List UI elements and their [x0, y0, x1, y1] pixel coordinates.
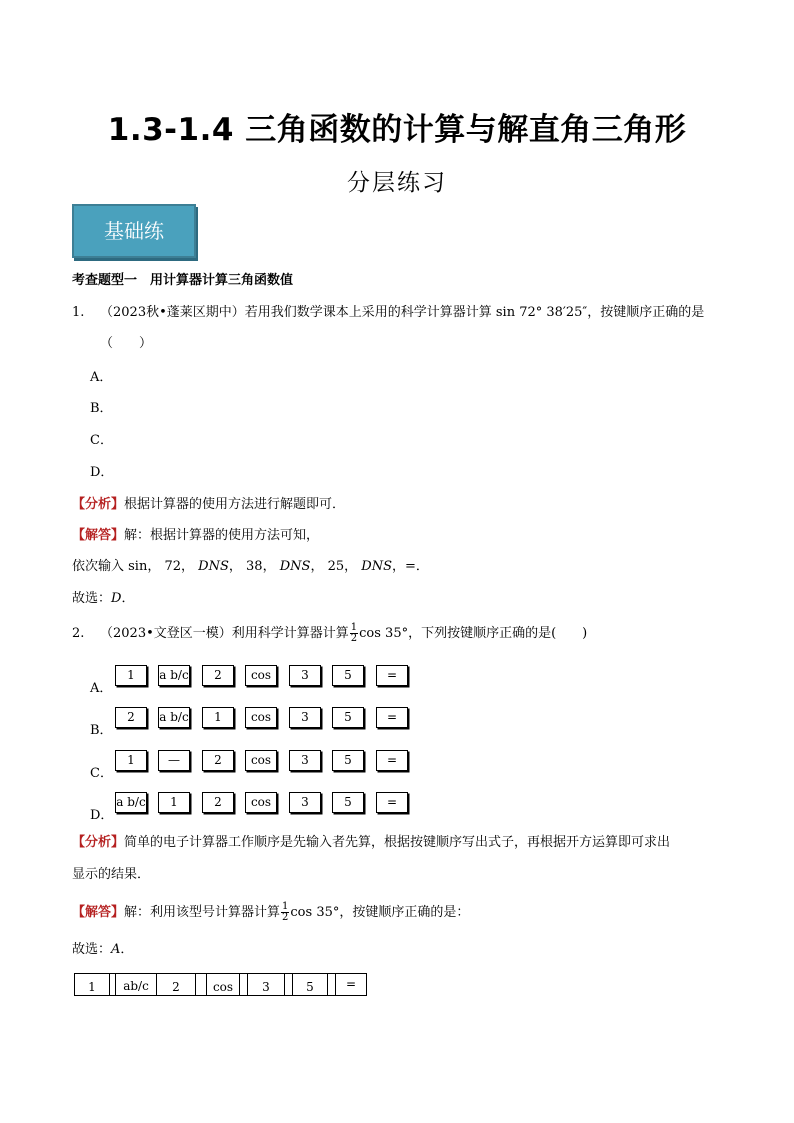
- q1-sequence: 依次输入 sin， 72， DNS， 38， DNS， 25， DNS，=．: [72, 559, 429, 574]
- calc-key: 3: [289, 792, 321, 813]
- calc-key: 1: [158, 792, 190, 813]
- table-divider: [109, 974, 110, 995]
- calc-key: 1: [115, 750, 147, 771]
- section-heading: 考查题型一 用计算器计算三角函数值: [72, 273, 294, 288]
- q1-option-d: D．: [90, 465, 114, 480]
- q1-answer: [72, 590, 134, 608]
- q1-answer-letter: D: [111, 591, 122, 606]
- q2-solution-after: cos 35°，按键顺序正确的是：: [290, 905, 470, 920]
- calc-key: 5: [332, 750, 364, 771]
- cos-key: cos: [245, 750, 277, 771]
- cos-key: cos: [245, 707, 277, 728]
- q2-option-c-label: C．: [90, 766, 113, 781]
- fraction-numerator: 1: [350, 622, 358, 633]
- q1-seq-item: 25: [327, 559, 345, 574]
- q2-solution-tag: 【解答】: [72, 905, 125, 920]
- equals-key: =: [376, 750, 408, 771]
- calc-key: 5: [332, 707, 364, 728]
- table-cell: 5: [306, 980, 314, 994]
- calc-key: 2: [202, 665, 234, 686]
- q1-text: （2023秋•蓬莱区期中）若用我们数学课本上采用的科学计算器计算 sin 72° 38′25″，按键顺序正确的是: [100, 305, 705, 320]
- page-subtitle: 分层练习: [347, 170, 447, 196]
- calc-key: 3: [289, 665, 321, 686]
- q2-text: [100, 623, 587, 644]
- section-badge: 基础练: [72, 204, 196, 258]
- q2-analysis-tag: 【分析】: [72, 835, 125, 850]
- table-divider: [195, 974, 196, 995]
- q2-solution-fraction: [281, 902, 289, 923]
- calc-key: 5: [332, 792, 364, 813]
- fraction-key: a b/c: [158, 665, 190, 686]
- q2-text-after: cos 35°，下列按键顺序正确的是( ): [359, 626, 588, 641]
- key-sequence-table: [74, 973, 367, 996]
- q2-answer-suffix: ．: [120, 942, 134, 957]
- q1-answer-prefix: 故选：: [72, 591, 112, 606]
- calc-key: 2: [115, 707, 147, 728]
- calc-key: 1: [115, 665, 147, 686]
- equals-key: =: [376, 792, 408, 813]
- q2-analysis-line1: 简单的电子计算器工作顺序是先输入者先算，根据按键顺序写出式子，再根据开方运算即可求出: [124, 835, 671, 850]
- calc-key: 3: [289, 707, 321, 728]
- cos-key: cos: [245, 792, 277, 813]
- fraction-denominator: 2: [282, 912, 289, 923]
- q1-seq-item: 72: [164, 559, 182, 574]
- q2-number: 2.: [72, 626, 85, 641]
- fraction-key: a b/c: [158, 707, 190, 728]
- q1-solution-text: 解：根据计算器的使用方法可知，: [124, 528, 320, 543]
- q2-answer: [72, 941, 133, 959]
- equals-key: =: [376, 707, 408, 728]
- page-title: 1.3-1.4 三角函数的计算与解直角三角形: [107, 112, 687, 148]
- q1-seq-item: DNS: [198, 559, 229, 574]
- q1-number: 1.: [72, 305, 85, 320]
- q2-solution-before: 解：利用该型号计算器计算: [124, 905, 281, 920]
- table-cell: 2: [172, 980, 180, 994]
- q2-text-before: （2023•文登区一模）利用科学计算器计算: [100, 626, 349, 641]
- q1-paren: （ ）: [100, 336, 153, 351]
- fraction-numerator: 1: [282, 901, 289, 912]
- calc-key: 3: [289, 750, 321, 771]
- q1-sequence-prefix: 依次输入 sin，: [72, 559, 161, 574]
- table-cell: cos: [212, 980, 234, 994]
- q1-sequence-end: ，=．: [391, 559, 429, 574]
- q2-fraction: [350, 623, 358, 644]
- calc-key: 5: [332, 665, 364, 686]
- q1-option-c: C．: [90, 433, 113, 448]
- q2-option-b-label: B．: [90, 723, 113, 738]
- q1-analysis-tag: 【分析】: [72, 497, 125, 512]
- table-divider: [327, 974, 328, 995]
- q1-option-b: B．: [90, 401, 113, 416]
- calc-key: 2: [202, 792, 234, 813]
- q2-option-d-label: D．: [90, 808, 114, 823]
- fraction-key: a b/c: [115, 792, 147, 813]
- table-divider: [239, 974, 240, 995]
- q1-option-a: A．: [90, 370, 113, 385]
- q1-seq-item: DNS: [279, 559, 311, 574]
- q1-seq-item: 38: [246, 559, 263, 574]
- table-divider: [284, 974, 285, 995]
- table-cell: =: [345, 977, 357, 991]
- q1-solution-tag: 【解答】: [72, 528, 125, 543]
- q2-option-a-label: A．: [90, 681, 113, 696]
- cos-key: cos: [245, 665, 277, 686]
- calc-key: 2: [202, 750, 234, 771]
- q2-analysis-line2: 显示的结果．: [72, 867, 151, 882]
- q1-analysis: [72, 496, 345, 514]
- q2-analysis: [72, 834, 670, 852]
- equals-key: =: [376, 665, 408, 686]
- q2-solution: [72, 902, 469, 923]
- q1-solution: [72, 527, 319, 545]
- fraction-denominator: 2: [350, 633, 358, 644]
- q1-answer-suffix: ．: [121, 591, 135, 606]
- minus-key: —: [158, 750, 190, 771]
- calc-key: 1: [202, 707, 234, 728]
- q2-answer-prefix: 故选：: [72, 942, 112, 957]
- table-cell: ab/c: [123, 979, 149, 993]
- q1-analysis-text: 根据计算器的使用方法进行解题即可．: [124, 497, 346, 512]
- q1-seq-item: DNS: [361, 559, 392, 574]
- table-cell: 1: [88, 980, 96, 994]
- table-cell: 3: [262, 980, 270, 994]
- q2-answer-letter: A: [111, 942, 121, 957]
